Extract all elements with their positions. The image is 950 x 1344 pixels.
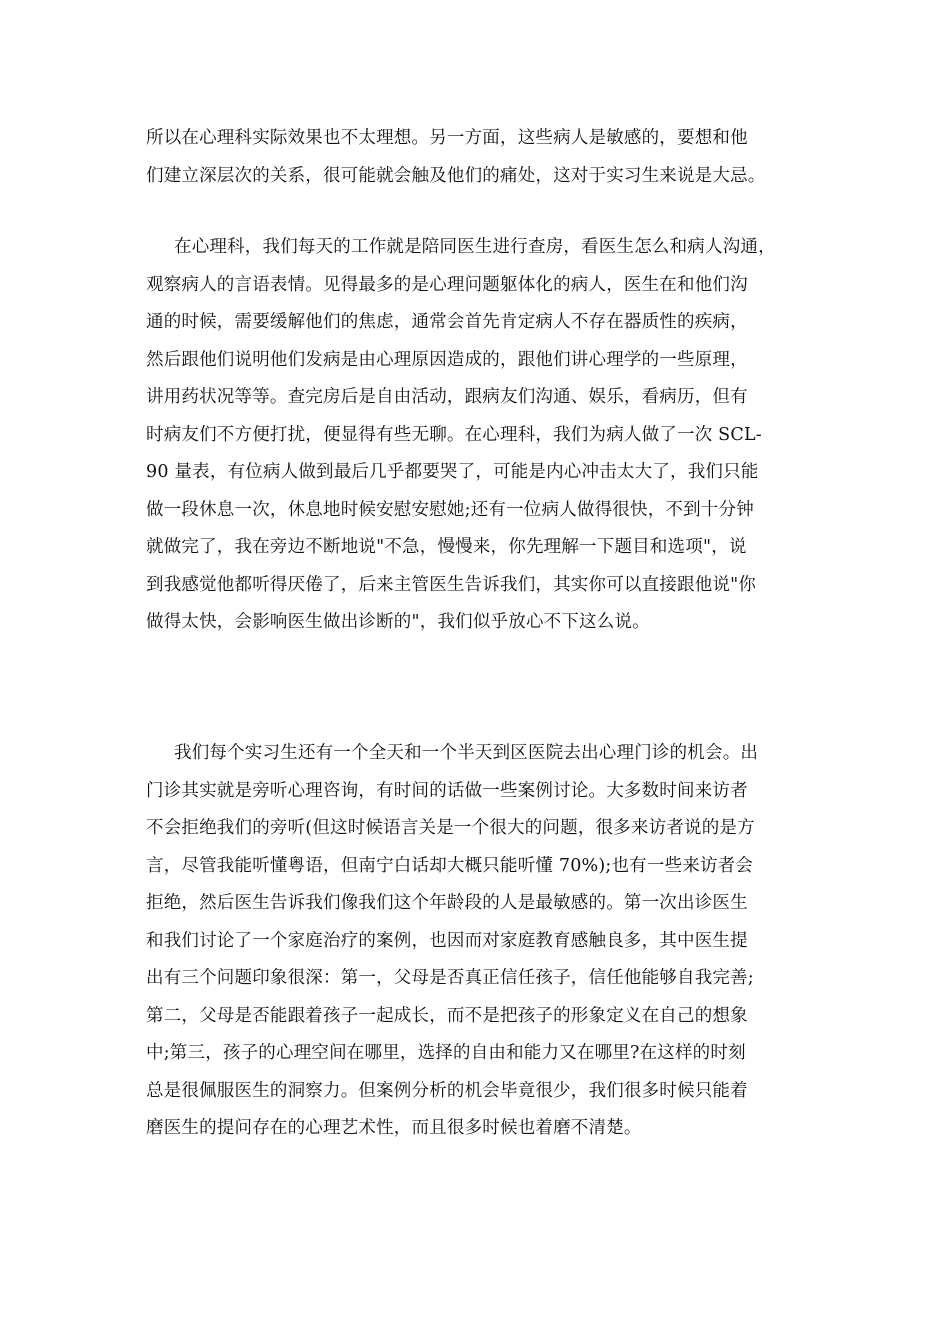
- paragraph-line: 我们每个实习生还有一个全天和一个半天到区医院去出心理门诊的机会。出: [174, 743, 759, 763]
- paragraph-line: 所以在心理科实际效果也不太理想。另一方面，这些病人是敏感的，要想和他: [146, 128, 748, 148]
- paragraph-line: 就做完了，我在旁边不断地说"不急，慢慢来，你先理解一下题目和选项"，说: [146, 537, 747, 557]
- paragraph-2: [146, 229, 808, 642]
- paragraph-line: 讲用药状况等等。查完房后是自由活动，跟病友们沟通、娱乐，看病历，但有: [146, 387, 748, 407]
- paragraph-3: [146, 735, 808, 1148]
- paragraph-line: 磨医生的提问存在的心理艺术性，而且很多时候也着磨不清楚。: [146, 1118, 642, 1138]
- paragraph-line: 不会拒绝我们的旁听(但这时候语言关是一个很大的问题，很多来访者说的是方: [146, 818, 755, 838]
- paragraph-line: 通的时候，需要缓解他们的焦虑，通常会首先肯定病人不存在器质性的疾病，: [146, 312, 748, 332]
- paragraph-line: 90 量表，有位病人做到最后几乎都要哭了，可能是内心冲击太大了，我们只能: [146, 462, 759, 482]
- paragraph-line: 言，尽管我能听懂粤语，但南宁白话却大概只能听懂 70%);也有一些来访者会: [146, 855, 754, 876]
- paragraph-line: 在心理科，我们每天的工作就是陪同医生进行查房，看医生怎么和病人沟通，: [174, 237, 776, 257]
- paragraph-line: 观察病人的言语表情。见得最多的是心理问题躯体化的病人，医生在和他们沟: [146, 274, 748, 295]
- paragraph-line: 们建立深层次的关系，很可能就会触及他们的痛处，这对于实习生来说是大忌。: [146, 165, 766, 186]
- paragraph-1: [146, 120, 808, 195]
- paragraph-line: 然后跟他们说明他们发病是由心理原因造成的，跟他们讲心理学的一些原理，: [146, 349, 748, 370]
- paragraph-line: 中;第三，孩子的心理空间在哪里，选择的自由和能力又在哪里?在这样的时刻: [146, 1043, 746, 1063]
- paragraph-line: 第二，父母是否能跟着孩子一起成长，而不是把孩子的形象定义在自己的想象: [146, 1005, 748, 1026]
- paragraph-line: 做一段休息一次，休息地时候安慰安慰她;还有一位病人做得很快，不到十分钟: [146, 499, 754, 520]
- paragraph-line: 总是很佩服医生的洞察力。但案例分析的机会毕竟很少，我们很多时候只能着: [146, 1080, 748, 1101]
- paragraph-line: 和我们讨论了一个家庭治疗的案例，也因而对家庭教育感触良多，其中医生提: [146, 930, 748, 951]
- paragraph-line: 拒绝，然后医生告诉我们像我们这个年龄段的人是最敏感的。第一次出诊医生: [146, 893, 748, 913]
- paragraph-line: 到我感觉他都听得厌倦了，后来主管医生告诉我们，其实你可以直接跟他说"你: [146, 574, 757, 595]
- paragraph-line: 门诊其实就是旁听心理咨询，有时间的话做一些案例讨论。大多数时间来访者: [146, 780, 748, 801]
- paragraph-line: 出有三个问题印象很深：第一，父母是否真正信任孩子，信任他能够自我完善;: [146, 968, 754, 988]
- paragraph-line: 时病友们不方便打扰，便显得有些无聊。在心理科，我们为病人做了一次 SCL-: [146, 424, 762, 445]
- paragraph-line: 做得太快，会影响医生做出诊断的"，我们似乎放心不下这么说。: [146, 612, 650, 632]
